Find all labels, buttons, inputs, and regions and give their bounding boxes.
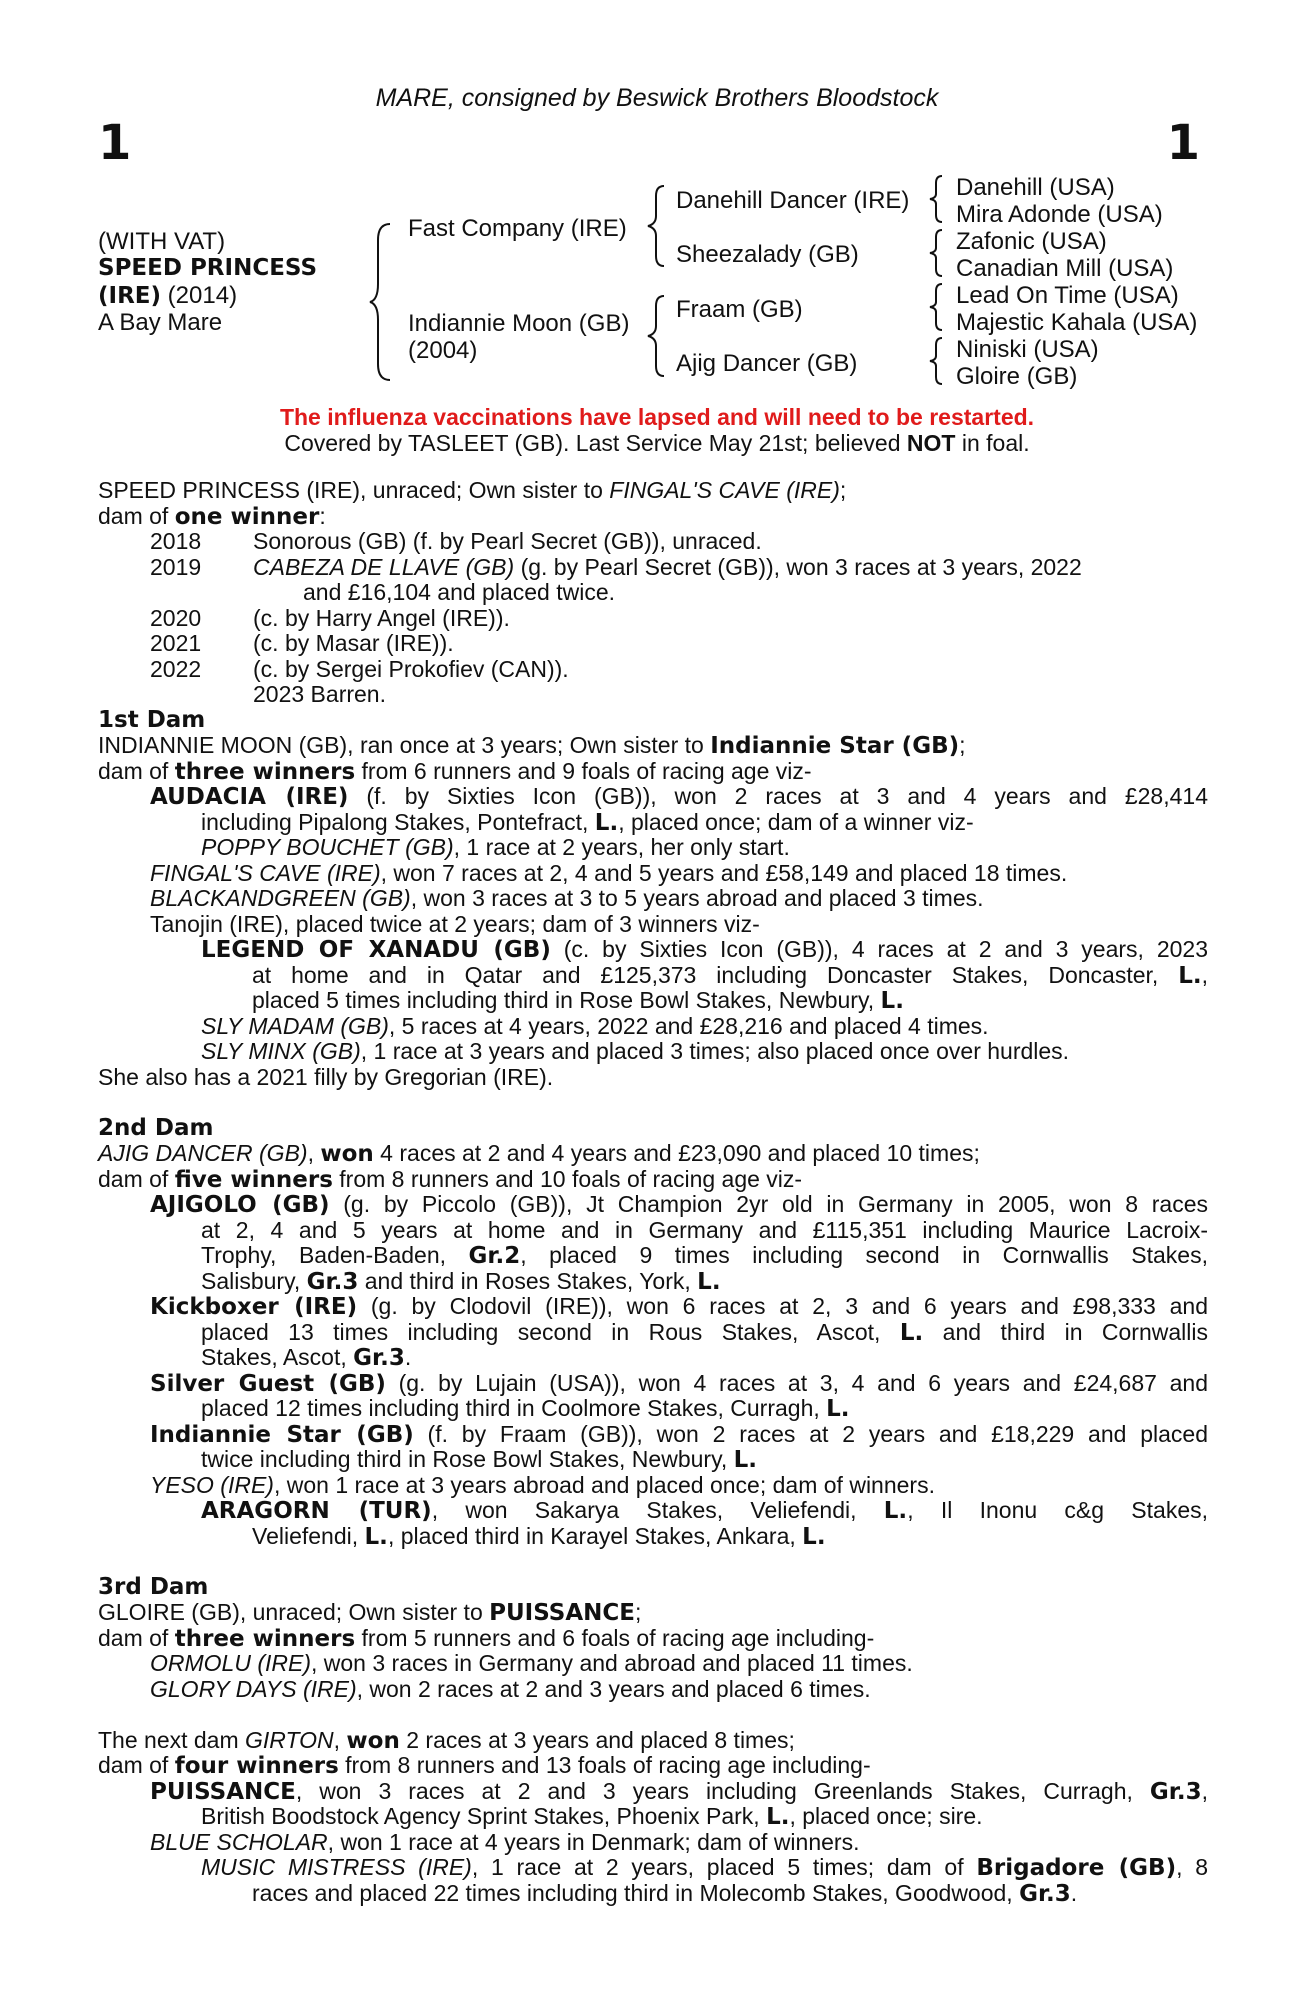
ajigolo-entry: AJIGOLO (GB) (g. by Piccolo (GB)), Jt Champion 2yr old in Germany in 2005, won 8 races: [150, 1191, 1208, 1218]
puissance-entry: PUISSANCE, won 3 races at 2 and 3 years including Greenlands Stakes, Curragh, Gr.3,: [150, 1777, 1208, 1805]
pedigree-dam-sire: Fraam (GB): [676, 296, 803, 323]
aragorn-cont1: Veliefendi, L., placed third in Karayel Stakes, Ankara, L.: [252, 1522, 826, 1550]
pedigree-sire-sire: Danehill Dancer (IRE): [676, 187, 910, 214]
yeso-entry: YESO (IRE), won 1 race at 3 years abroad and placed once; dam of winners.: [150, 1471, 935, 1498]
third-dam-line2: dam of three winners from 5 runners and 6 foals of racing age including-: [98, 1624, 875, 1652]
legend-of-xanadu-cont2: placed 5 times including third in Rose Bowl Stakes, Newbury, L.: [252, 987, 904, 1014]
lot-number-right: 1: [1166, 115, 1200, 171]
pedigree-gg-1: Danehill (USA): [956, 174, 1115, 201]
pedigree-dam-year: (2004): [408, 337, 478, 364]
horse-name-suffix: (IRE) (2014): [98, 282, 238, 309]
page-title: MARE, consigned by Beswick Brothers Bloodstock: [375, 84, 939, 112]
music-mistress-cont1: races and placed 22 times including third in Molecomb Stakes, Goodwood, Gr.3.: [252, 1879, 1078, 1907]
pedigree-gg-5: Lead On Time (USA): [956, 282, 1179, 309]
sly-madam-entry: SLY MADAM (GB), 5 races at 4 years, 2022 and £28,216 and placed 4 times.: [201, 1012, 989, 1039]
kickboxer-cont1: placed 13 times including second in Rous Stakes, Ascot, L. and third in Cornwallis: [201, 1318, 1208, 1346]
ajigolo-cont3: Salisbury, Gr.3 and third in Roses Stakes, York, L.: [201, 1267, 721, 1295]
pedigree-brace-g2: [928, 228, 946, 278]
lot-number-left: 1: [98, 115, 132, 171]
produce-dam-of: dam of one winner:: [98, 502, 326, 530]
third-dam-heading: 3rd Dam: [98, 1573, 209, 1600]
sly-minx-entry: SLY MINX (GB), 1 race at 3 years and placed 3 times; also placed once over hurdles.: [201, 1038, 1070, 1064]
silver-guest-cont1: placed 12 times including third in Coolmore Stakes, Curragh, L.: [201, 1395, 850, 1422]
pedigree-gg-8: Gloire (GB): [956, 363, 1078, 390]
first-dam-line2: dam of three winners from 6 runners and 9 foals of racing age viz-: [98, 757, 812, 785]
indiannie-star-entry: Indiannie Star (GB) (f. by Fraam (GB)), won 2 races at 2 years and £18,229 and placed: [150, 1420, 1208, 1448]
vat-note: (WITH VAT): [98, 228, 226, 255]
produce-intro: SPEED PRINCESS (IRE), unraced; Own sister to FINGAL'S CAVE (IRE);: [98, 477, 847, 503]
kickboxer-entry: Kickboxer (IRE) (g. by Clodovil (IRE)), won 6 races at 2, 3 and 6 years and £98,333 and: [150, 1293, 1208, 1320]
first-dam-heading: 1st Dam: [98, 706, 206, 733]
produce-item-2019: 2019 CABEZA DE LLAVE (GB) (g. by Pearl Secret (GB)), won 3 races at 3 years, 2022: [150, 553, 1082, 580]
legend-of-xanadu-cont1: at home and in Qatar and £125,373 including Doncaster Stakes, Doncaster, L.,: [252, 961, 1208, 989]
ajigolo-cont2: Trophy, Baden-Baden, Gr.2, placed 9 times including second in Cornwallis Stakes,: [201, 1242, 1208, 1269]
pedigree-dam: Indiannie Moon (GB): [408, 310, 630, 337]
ormolu-entry: ORMOLU (IRE), won 3 races in Germany and abroad and placed 11 times.: [150, 1650, 913, 1676]
legend-of-xanadu-entry: LEGEND OF XANADU (GB) (c. by Sixties Icon (GB)), 4 races at 2 and 3 years, 2023: [201, 936, 1208, 963]
pedigree-brace-g3: [928, 282, 946, 332]
pedigree-gg-3: Zafonic (USA): [956, 228, 1107, 255]
audacia-entry-cont: including Pipalong Stakes, Pontefract, L., placed once; dam of a winner viz-: [201, 808, 974, 836]
blackandgreen-entry: BLACKANDGREEN (GB), won 3 races at 3 to 5 years abroad and placed 3 times.: [150, 885, 984, 911]
pedigree-brace-dam: [646, 294, 668, 378]
pedigree-brace-g4: [928, 336, 946, 386]
tanojin-entry: Tanojin (IRE), placed twice at 2 years; dam of 3 winners viz-: [150, 910, 760, 937]
poppy-bouchet-entry: POPPY BOUCHET (GB), 1 race at 2 years, her only start.: [201, 834, 790, 860]
pedigree-gg-2: Mira Adonde (USA): [956, 201, 1163, 228]
pedigree-brace-sire: [646, 184, 668, 268]
second-dam-heading: 2nd Dam: [98, 1114, 214, 1141]
puissance-cont1: British Boodstock Agency Sprint Stakes, Phoenix Park, L., placed once; sire.: [201, 1803, 983, 1830]
pedigree-dam-dam: Ajig Dancer (GB): [676, 350, 858, 377]
produce-item-2023: 2023 Barren.: [253, 681, 386, 707]
produce-item-2022: 2022 (c. by Sergei Prokofiev (CAN)).: [150, 655, 569, 682]
first-dam-line1: INDIANNIE MOON (GB), ran once at 3 years; Own sister to Indiannie Star (GB);: [98, 732, 966, 759]
audacia-entry: AUDACIA (IRE) (f. by Sixties Icon (GB)), won 2 races at 3 and 4 years and £28,414: [150, 783, 1208, 810]
second-dam-line2: dam of five winners from 8 runners and 10 foals of racing age viz-: [98, 1165, 803, 1193]
produce-item-2019-cont: and £16,104 and placed twice.: [303, 579, 616, 605]
silver-guest-entry: Silver Guest (GB) (g. by Lujain (USA)), won 4 races at 3, 4 and 6 years and £24,687 and: [150, 1369, 1208, 1397]
glory-days-entry: GLORY DAYS (IRE), won 2 races at 2 and 3 years and placed 6 times.: [150, 1675, 871, 1702]
catalogue-body: [98, 478, 1208, 1906]
next-dam-line1: The next dam GIRTON, won 2 races at 3 years and placed 8 times;: [98, 1726, 795, 1754]
second-dam-line1: AJIG DANCER (GB), won 4 races at 2 and 4 years and £23,090 and placed 10 times;: [98, 1140, 980, 1167]
ajigolo-cont1: at 2, 4 and 5 years at home and in Germany and £115,351 including Maurice Lacroix-: [201, 1216, 1208, 1243]
blue-scholar-entry: BLUE SCHOLAR, won 1 race at 4 years in Denmark; dam of winners.: [150, 1828, 860, 1855]
pedigree-sire: Fast Company (IRE): [408, 215, 627, 242]
aragorn-entry: ARAGORN (TUR), won Sakarya Stakes, Veliefendi, L., Il Inonu c&g Stakes,: [201, 1497, 1208, 1524]
pedigree-brace-g1: [928, 174, 946, 224]
pedigree-gg-6: Majestic Kahala (USA): [956, 309, 1198, 336]
pedigree-gg-7: Niniski (USA): [956, 336, 1099, 363]
also-has-note: She also has a 2021 filly by Gregorian (IRE).: [98, 1063, 554, 1090]
pedigree-brace-main: [368, 222, 398, 382]
produce-item-2021: 2021 (c. by Masar (IRE)).: [150, 630, 454, 656]
third-dam-line1: GLOIRE (GB), unraced; Own sister to PUISSANCE;: [98, 1599, 642, 1626]
horse-name: SPEED PRINCESS: [98, 255, 318, 281]
indiannie-star-cont1: twice including third in Rose Bowl Stakes, Newbury, L.: [201, 1446, 758, 1473]
horse-description: A Bay Mare: [98, 309, 223, 336]
next-dam-line2: dam of four winners from 8 runners and 13 foals of racing age including-: [98, 1752, 871, 1779]
produce-item-2020: 2020 (c. by Harry Angel (IRE)).: [150, 604, 510, 631]
pedigree-sire-dam: Sheezalady (GB): [676, 241, 859, 268]
produce-item-2018: 2018 Sonorous (GB) (f. by Pearl Secret (GB)), unraced.: [150, 528, 762, 554]
covering-note: Covered by TASLEET (GB). Last Service May 21st; believed NOT in foal.: [284, 430, 1030, 456]
vaccination-warning: The influenza vaccinations have lapsed and will need to be restarted.: [279, 404, 1035, 430]
music-mistress-entry: MUSIC MISTRESS (IRE), 1 race at 2 years, placed 5 times; dam of Brigadore (GB), 8: [201, 1854, 1209, 1881]
pedigree-gg-4: Canadian Mill (USA): [956, 255, 1174, 282]
kickboxer-cont2: Stakes, Ascot, Gr.3.: [201, 1344, 412, 1371]
fingals-cave-entry: FINGAL'S CAVE (IRE), won 7 races at 2, 4 and 5 years and £58,149 and placed 18 times.: [150, 859, 1068, 886]
